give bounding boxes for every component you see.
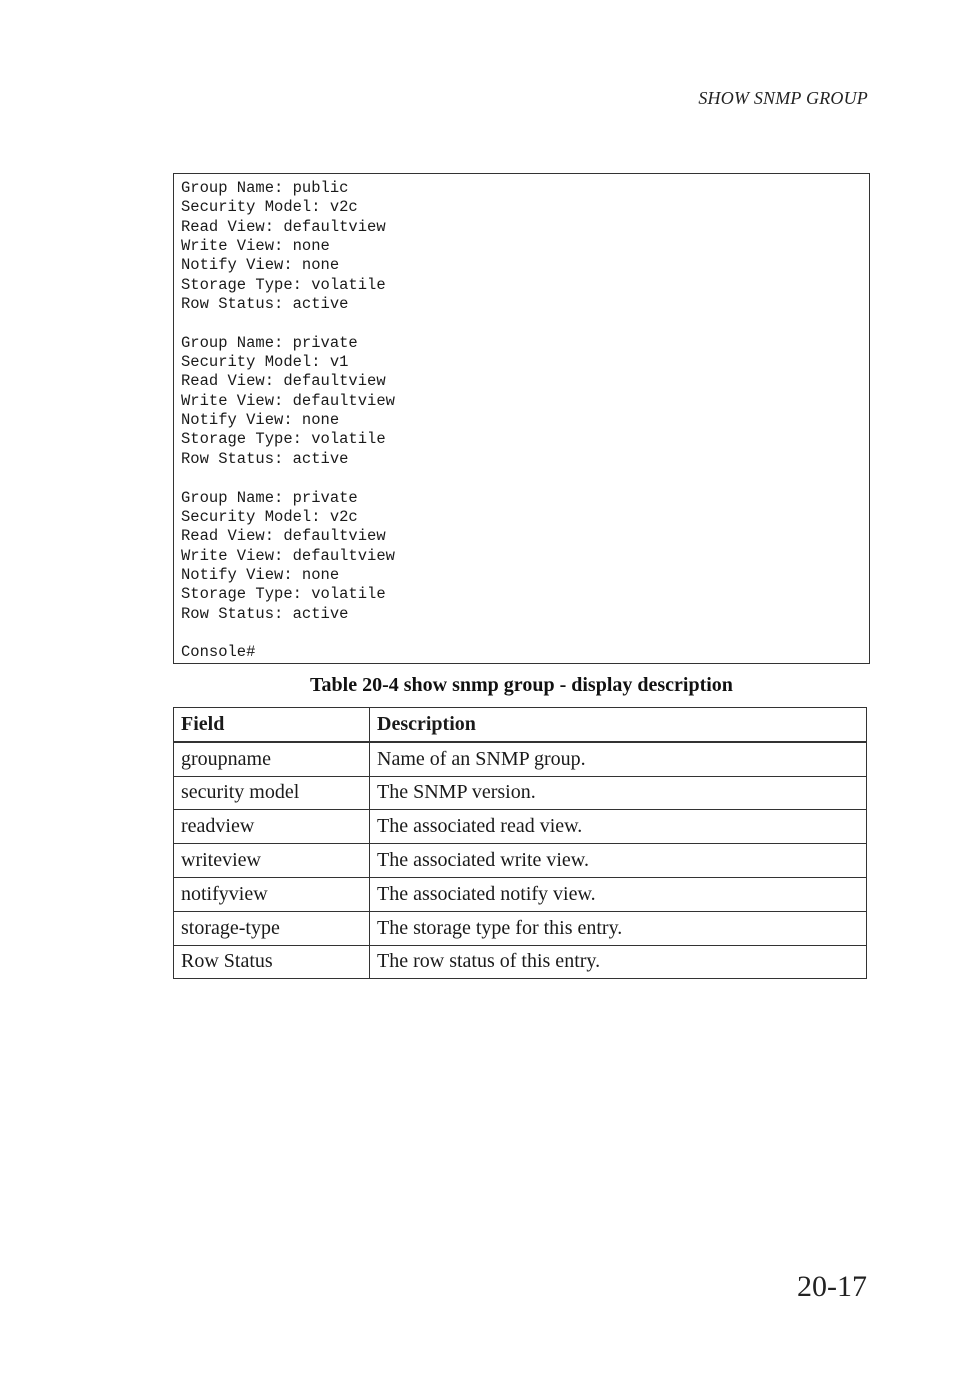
console-line: Group Name: private [181,488,358,507]
page-number: 20-17 [797,1270,867,1303]
table-row [174,844,867,878]
console-output-box [173,173,870,664]
console-line: Storage Type: volatile [181,585,386,604]
description-cell: The associated notify view. [370,877,867,911]
field-cell: security model [174,776,370,810]
table-row [174,742,867,776]
description-cell: The SNMP version. [370,776,867,810]
console-line: Write View: defaultview [181,546,395,565]
console-line: Security Model: v2c [181,198,358,217]
console-line: Row Status: active [181,604,349,623]
description-cell: The associated read view. [370,810,867,844]
table-row [174,877,867,911]
field-cell: groupname [174,742,370,776]
description-cell: The associated write view. [370,844,867,878]
console-line: Notify View: none [181,411,340,430]
running-header: SHOW SNMP GROUP [698,88,868,108]
console-line: Group Name: public [181,179,349,197]
console-prompt: Console# [181,643,256,662]
table-row [174,911,867,945]
console-line [181,624,869,643]
console-line: Notify View: none [181,256,340,275]
description-table [173,707,867,979]
description-cell: Name of an SNMP group. [370,742,867,776]
console-line: Read View: defaultview [181,217,386,236]
console-line: Read View: defaultview [181,527,386,546]
column-header-field: Field [174,708,370,742]
console-line: Write View: defaultview [181,391,395,410]
console-line: Security Model: v1 [181,353,349,372]
field-cell: readview [174,810,370,844]
table-caption: Table 20-4 show snmp group - display description [310,674,733,696]
field-cell: Row Status [174,945,370,979]
field-cell: notifyview [174,877,370,911]
console-line: Storage Type: volatile [181,430,386,449]
table-row [174,810,867,844]
description-cell: The row status of this entry. [370,945,867,979]
console-line [181,469,869,488]
console-line: Write View: none [181,237,330,256]
console-line: Read View: defaultview [181,372,386,391]
field-cell: storage-type [174,911,370,945]
console-line: Security Model: v2c [181,507,358,526]
console-line: Group Name: private [181,333,358,352]
column-header-description: Description [370,708,867,742]
console-line: Notify View: none [181,565,340,584]
console-line: Row Status: active [181,449,349,468]
console-line [181,314,869,333]
table-row [174,945,867,979]
table-row [174,776,867,810]
description-cell: The storage type for this entry. [370,911,867,945]
console-line: Row Status: active [181,295,349,314]
console-line: Storage Type: volatile [181,275,386,294]
table-header-row [174,708,867,742]
field-cell: writeview [174,844,370,878]
